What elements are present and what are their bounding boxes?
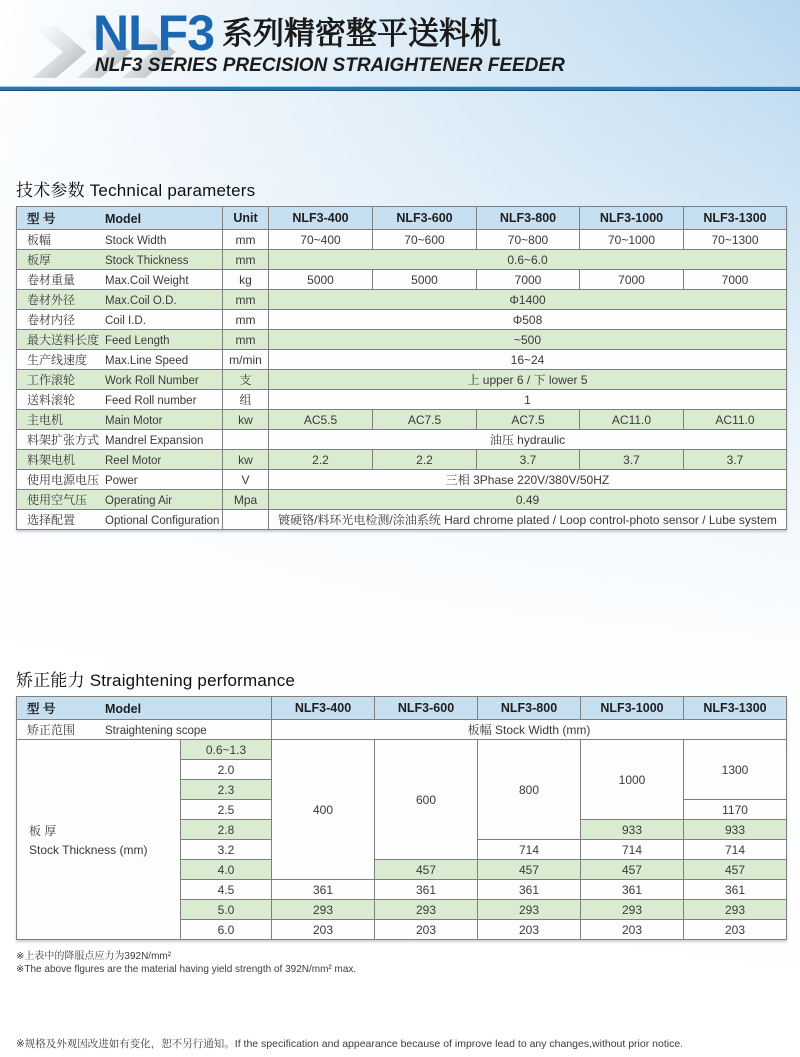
row-label	[17, 290, 223, 310]
label-english: Feed Roll number	[105, 395, 197, 407]
table-row	[17, 270, 787, 290]
value-cell: 7000	[580, 270, 684, 290]
value-cell: 1000	[581, 740, 684, 820]
value-cell: AC7.5	[373, 410, 477, 430]
value-cell: 16~24	[269, 350, 787, 370]
value-cell: 2.2	[269, 450, 373, 470]
value-cell: 933	[581, 820, 684, 840]
section-title-straightening-performance: 矫正能力 Straightening performance	[16, 671, 296, 690]
value-cell: 6.0	[181, 920, 272, 940]
label-english: Reel Motor	[105, 455, 162, 467]
table-row	[17, 370, 787, 390]
row-label	[17, 470, 223, 490]
column-header-nlf3-1300: NLF3-1300	[684, 697, 787, 720]
value-cell: 361	[684, 880, 787, 900]
row-label	[17, 230, 223, 250]
row-label	[17, 370, 223, 390]
table-row	[17, 310, 787, 330]
value-cell: 1	[269, 390, 787, 410]
label-english: Stock Thickness (mm)	[29, 843, 148, 857]
footnote-yield-strength-cn: ※上表中的降服点应力为392N/mm²	[16, 951, 172, 962]
value-cell: 293	[581, 900, 684, 920]
value-cell: 457	[581, 860, 684, 880]
label-chinese: 板幅	[27, 233, 52, 247]
value-cell: mm	[223, 250, 269, 270]
table-row	[17, 720, 787, 740]
label-chinese: 卷材外径	[27, 293, 76, 307]
row-label	[17, 410, 223, 430]
value-cell: 70~800	[477, 230, 580, 250]
label-english: Straightening scope	[105, 725, 207, 737]
value-cell: ~500	[269, 330, 787, 350]
label-english: Power	[105, 475, 138, 487]
table-row	[17, 290, 787, 310]
column-header-unit: Unit	[223, 207, 269, 230]
value-cell	[223, 510, 269, 530]
brand-text: NLF3	[93, 5, 214, 61]
row-label	[17, 310, 223, 330]
value-cell: 203	[375, 920, 478, 940]
label-chinese: 卷材内径	[27, 313, 76, 327]
row-label	[17, 390, 223, 410]
value-cell: 三相 3Phase 220V/380V/50HZ	[269, 470, 787, 490]
label-chinese: 使用电源电压	[27, 473, 100, 487]
value-cell: 203	[478, 920, 581, 940]
value-cell: 293	[684, 900, 787, 920]
value-cell: 361	[272, 880, 375, 900]
row-label	[17, 250, 223, 270]
table-row	[17, 207, 787, 230]
table-row	[17, 350, 787, 370]
value-cell: 0.6~6.0	[269, 250, 787, 270]
value-cell: AC11.0	[684, 410, 787, 430]
value-cell: 361	[478, 880, 581, 900]
row-label	[17, 430, 223, 450]
row-label	[17, 270, 223, 290]
value-cell: 714	[581, 840, 684, 860]
value-cell: mm	[223, 230, 269, 250]
row-label	[17, 330, 223, 350]
value-cell: 1170	[684, 800, 787, 820]
label-chinese: 板 厚	[29, 824, 57, 838]
value-cell: 支	[223, 370, 269, 390]
value-cell: 400	[272, 740, 375, 880]
value-cell: 1300	[684, 740, 787, 800]
table-row	[17, 330, 787, 350]
title-chinese: 系列精密整平送料机	[222, 16, 501, 51]
label-chinese: 选择配置	[27, 513, 76, 527]
label-chinese: 型 号	[27, 702, 56, 716]
column-header-nlf3-600: NLF3-600	[373, 207, 477, 230]
column-header-nlf3-400: NLF3-400	[269, 207, 373, 230]
table-row	[17, 740, 787, 760]
page-title	[93, 4, 501, 62]
row-label	[17, 450, 223, 470]
table-row	[17, 230, 787, 250]
value-cell: 457	[478, 860, 581, 880]
value-cell	[223, 430, 269, 450]
value-cell: 4.5	[181, 880, 272, 900]
value-cell: 0.49	[269, 490, 787, 510]
table-row	[17, 450, 787, 470]
label-chinese: 型 号	[27, 212, 56, 226]
value-cell: mm	[223, 330, 269, 350]
label-english: Coil I.D.	[105, 315, 146, 327]
label-english: Model	[105, 212, 142, 226]
label-chinese: 主电机	[27, 413, 64, 427]
value-cell: 457	[375, 860, 478, 880]
value-cell: 70~400	[269, 230, 373, 250]
value-cell: 镀硬铬/料环光电检测/涂油系统 Hard chrome plated / Loop control-photo sensor / Lube system	[269, 510, 787, 530]
row-label	[17, 350, 223, 370]
label-chinese: 最大送料长度	[27, 333, 100, 347]
value-cell: 361	[581, 880, 684, 900]
value-cell: 293	[375, 900, 478, 920]
value-cell: AC7.5	[477, 410, 580, 430]
value-cell: 0.6~1.3	[181, 740, 272, 760]
value-cell: 板幅 Stock Width (mm)	[272, 720, 787, 740]
table-row	[17, 390, 787, 410]
label-english: Feed Length	[105, 335, 170, 347]
table-row	[17, 410, 787, 430]
row-label	[17, 720, 272, 740]
section-title-technical-parameters: 技术参数 Technical parameters	[16, 181, 256, 200]
value-cell: Φ1400	[269, 290, 787, 310]
value-cell: 600	[375, 740, 478, 860]
label-english: Operating Air	[105, 495, 173, 507]
column-header-nlf3-400: NLF3-400	[272, 697, 375, 720]
label-english: Model	[105, 702, 142, 716]
label-english: Max.Line Speed	[105, 355, 189, 367]
row-label	[17, 740, 181, 940]
label-chinese: 料架扩张方式	[27, 433, 100, 447]
value-cell: 2.8	[181, 820, 272, 840]
value-cell: 70~600	[373, 230, 477, 250]
value-cell: 5000	[373, 270, 477, 290]
label-chinese: 料架电机	[27, 453, 76, 467]
label-english: Work Roll Number	[105, 375, 199, 387]
value-cell: 5000	[269, 270, 373, 290]
value-cell: kw	[223, 410, 269, 430]
header-divider	[0, 86, 800, 91]
column-header-nlf3-1000: NLF3-1000	[581, 697, 684, 720]
label-english: Optional Configuration	[105, 515, 220, 527]
value-cell: 361	[375, 880, 478, 900]
label-chinese: 生产线速度	[27, 353, 88, 367]
column-header-nlf3-600: NLF3-600	[375, 697, 478, 720]
value-cell: mm	[223, 310, 269, 330]
value-cell: 203	[581, 920, 684, 940]
label-chinese: 板厚	[27, 253, 52, 267]
label-chinese: 矫正范围	[27, 723, 76, 737]
label-english: Stock Thickness	[105, 255, 189, 267]
table-row	[17, 470, 787, 490]
column-header-nlf3-1000: NLF3-1000	[580, 207, 684, 230]
value-cell: 800	[478, 740, 581, 840]
label-chinese: 工作滚轮	[27, 373, 76, 387]
value-cell: 70~1300	[684, 230, 787, 250]
value-cell: 2.5	[181, 800, 272, 820]
value-cell: AC11.0	[580, 410, 684, 430]
value-cell: Mpa	[223, 490, 269, 510]
value-cell: kw	[223, 450, 269, 470]
label-english: Mandrel Expansion	[105, 435, 204, 447]
column-header-model	[17, 697, 272, 720]
value-cell: 3.7	[477, 450, 580, 470]
value-cell: 714	[478, 840, 581, 860]
row-label	[17, 490, 223, 510]
value-cell: 2.0	[181, 760, 272, 780]
column-header-nlf3-1300: NLF3-1300	[684, 207, 787, 230]
table-row	[17, 250, 787, 270]
straightening-performance-table	[16, 696, 787, 940]
value-cell: 457	[684, 860, 787, 880]
label-chinese: 使用空气压	[27, 493, 88, 507]
value-cell: 933	[684, 820, 787, 840]
table-row	[17, 430, 787, 450]
value-cell: 组	[223, 390, 269, 410]
value-cell: Φ508	[269, 310, 787, 330]
value-cell: 7000	[477, 270, 580, 290]
value-cell: 3.2	[181, 840, 272, 860]
table-row	[17, 510, 787, 530]
column-header-model	[17, 207, 223, 230]
technical-parameters-table	[16, 206, 787, 530]
table-row	[17, 490, 787, 510]
column-header-nlf3-800: NLF3-800	[477, 207, 580, 230]
value-cell: 7000	[684, 270, 787, 290]
value-cell: 203	[272, 920, 375, 940]
value-cell: 2.2	[373, 450, 477, 470]
technical-parameters-section	[16, 176, 786, 530]
value-cell: kg	[223, 270, 269, 290]
value-cell: 3.7	[684, 450, 787, 470]
value-cell: 油压 hydraulic	[269, 430, 787, 450]
disclaimer-note: ※规格及外观因改进如有变化，恕不另行通知。If the specification and appearance because of improve lead to any changes,without prior notice.	[16, 1038, 684, 1050]
value-cell: V	[223, 470, 269, 490]
value-cell: 203	[684, 920, 787, 940]
column-header-nlf3-800: NLF3-800	[478, 697, 581, 720]
value-cell: AC5.5	[269, 410, 373, 430]
page-header	[0, 0, 800, 87]
label-chinese: 卷材重量	[27, 273, 76, 287]
footnote-yield-strength-en: ※The above flgures are the material having yield strength of 392N/mm² max.	[16, 964, 357, 975]
value-cell: 293	[478, 900, 581, 920]
value-cell: 上 upper 6 / 下 lower 5	[269, 370, 787, 390]
label-english: Stock Width	[105, 235, 167, 247]
value-cell: 70~1000	[580, 230, 684, 250]
value-cell: 5.0	[181, 900, 272, 920]
value-cell: 3.7	[580, 450, 684, 470]
label-english: Max.Coil O.D.	[105, 295, 177, 307]
label-english: Main Motor	[105, 415, 163, 427]
value-cell: 2.3	[181, 780, 272, 800]
value-cell: 293	[272, 900, 375, 920]
label-chinese: 送料滚轮	[27, 393, 76, 407]
value-cell: mm	[223, 290, 269, 310]
value-cell: m/min	[223, 350, 269, 370]
value-cell: 714	[684, 840, 787, 860]
title-english: NLF3 SERIES PRECISION STRAIGHTENER FEEDER	[95, 55, 565, 76]
row-label	[17, 510, 223, 530]
table-row	[17, 697, 787, 720]
label-english: Max.Coil Weight	[105, 275, 189, 287]
straightening-performance-section	[16, 666, 786, 975]
value-cell: 4.0	[181, 860, 272, 880]
